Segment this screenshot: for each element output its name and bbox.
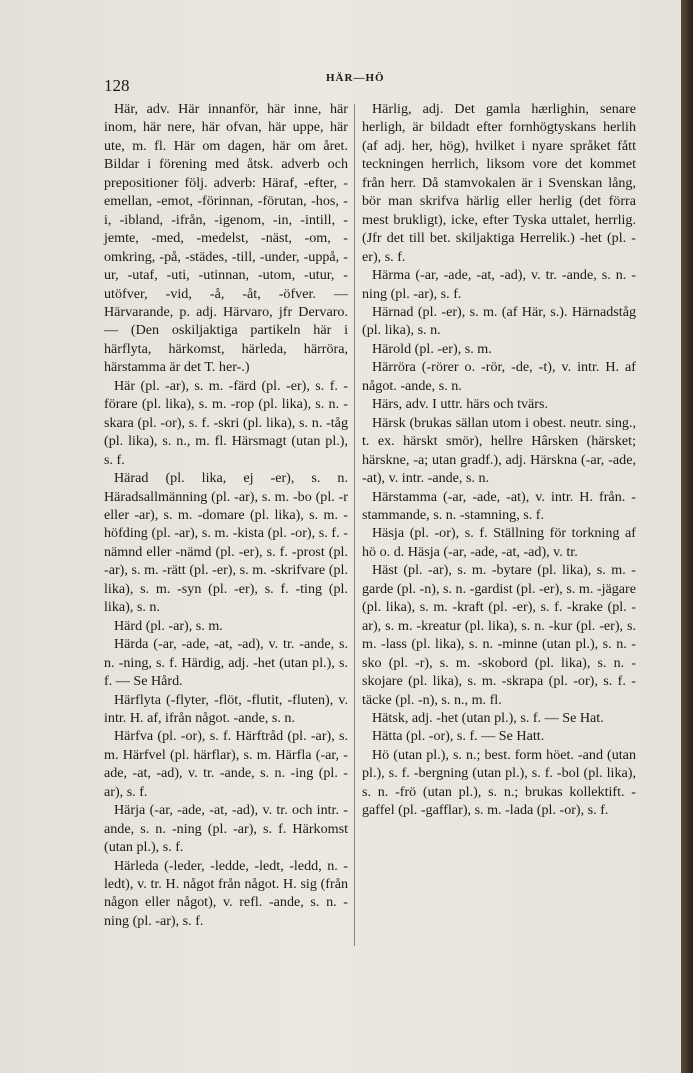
entry-har-adv: Här, adv. Här innanför, här inne, här inom, här nere, här ofvan, här uppe, här ute, m. fl. Här om dagen, här om året. Bildar i förening med åtsk. adverb och prepositioner följ. adverb: Häraf, -efter, -emellan, -emot, -förinnan, -förutan, -hos, -i, -ibland, -ifrån, -igenom, -in, -intill, -jemte, -med, -medelst, -näst, -om, -omkring, -på, -städes, -till, -under, -uppå, -ur, -utaf, -uti, -utinnan, -utom, -utur, -utöfver, -vid, -å, -åt, -öfver. — Härvarande, p. adj. Härvaro, jfr Dervaro. — (Den oskiljaktiga partikeln här i härflyta, härkomst, härleda, härröra, härstamma är det T. her-.) — [104, 101, 348, 376]
entry-hard: Härd (pl. -ar), s. m. — [114, 617, 223, 634]
entry-hars: Härs, adv. I uttr. härs och tvärs. — [372, 396, 548, 413]
left-column — [104, 100, 348, 930]
entry-hasja: Häsja (pl. -or), s. f. Ställning för torkning af hö o. d. Häsja (-ar, -ade, -at, -ad), v. tr. — [362, 525, 636, 560]
entry-harsk: Härsk (brukas sällan utom i obest. neutr. sing., t. ex. härskt smör), hellre Hârsken (härsket; härskne, -a; utan gradf.), adj. Härskna (-ar, -ade, -at), v. intr. -ande, s. n. — [362, 414, 636, 487]
entry-harma: Härma (-ar, -ade, -at, -ad), v. tr. -ande, s. n. -ning (pl. -ar), s. f. — [362, 267, 636, 302]
entry-hast: Häst (pl. -ar), s. m. -bytare (pl. lika), s. m. -garde (pl. -n), s. n. -gardist (pl. -er), s. m. -jägare (pl. lika), s. m. -kraft (pl. -er), s. f. -krake (pl. -ar), s. m. -kreatur (pl. lika), s. n. -kur (pl. -er), s. m. -lass (pl. lika), s. n. -minne (utan pl.), s. n. -sko (pl. -r), s. m. -skobord (pl. lika), s. n. -skojare (pl. lika), s. m. -skrapa (pl. -or), s. f. -täcke (pl. -n), s. n., m. fl. — [362, 562, 636, 708]
entry-harstamma: Härstamma (-ar, -ade, -at), v. intr. H. från. -stammande, s. n. -stamning, s. f. — [362, 488, 636, 523]
entry-har-noun: Här (pl. -ar), s. m. -färd (pl. -er), s. f. -förare (pl. lika), s. m. -rop (pl. lika), s. n. -skara (pl. -or), s. f. -skri (pl. lika), s. n. -tåg (pl. lika), s. n., m. fl. Härsmagt (utan pl.), s. f. — [104, 377, 348, 468]
entry-harja: Härja (-ar, -ade, -at, -ad), v. tr. och intr. -ande, s. n. -ning (pl. -ar), s. f. Härkomst (utan pl.), s. f. — [104, 802, 348, 856]
entry-hatta: Hätta (pl. -or), s. f. — Se Hatt. — [372, 728, 545, 745]
entry-harold: Härold (pl. -er), s. m. — [372, 340, 492, 357]
entry-ho: Hö (utan pl.), s. n.; best. form höet. -and (utan pl.), s. f. -bergning (utan pl.), s. f. -bol (pl. lika), s. n. -frö (utan pl.), s. n.; brukas kollektift. -gaffel (pl. -gafflar), s. m. -lada (pl. -or), s. f. — [362, 746, 636, 819]
page-number: 128 — [104, 76, 130, 95]
entry-harleda: Härleda (-leder, -ledde, -ledt, -ledd, n. -ledt), v. tr. H. något från något. H. sig (från någon eller något), v. refl. -ande, s. n. -ning (pl. -ar), s. f. — [104, 857, 348, 929]
entry-hatsk: Hätsk, adj. -het (utan pl.), s. f. — Se Hat. — [372, 709, 604, 726]
entry-harad: Härad (pl. lika, ej -er), s. n. Häradsallmänning (pl. -ar), s. m. -bo (pl. -r eller -ar), s. m. -domare (pl. lika), s. m. -höfding (pl. -ar), s. m. -kista (pl. -or), s. f. -nämnd eller -nämd (pl. -er), s. f. -prost (pl. -ar), s. m. -rätt (pl. -er), s. m. -skrifvare (pl. lika), s. m. -syn (pl. -er), s. f. -ting (pl. lika), s. n. — [104, 470, 348, 616]
entry-harflyta: Härflyta (-flyter, -flöt, -flutit, -fluten), v. intr. H. af, ifrån något. -ande, s. n. — [104, 691, 348, 726]
entry-harfva: Härfva (pl. -or), s. f. Härftråd (pl. -ar), s. m. Härfvel (pl. härflar), s. m. Härfla (-ar, -ade, -at, -ad), v. tr. -ande, s. n. -ing (pl. -ar), s. f. — [104, 728, 348, 800]
entry-harnad: Härnad (pl. -er), s. m. (af Här, s.). Härnadståg (pl. lika), s. n. — [362, 303, 636, 339]
entry-harrora: Härröra (-rörer o. -rör, -de, -t), v. intr. H. af något. -ande, s. n. — [362, 359, 636, 394]
entry-harlig: Härlig, adj. Det gamla hærlighin, senare herligh, är bildadt efter fornhögtyskans herlih (af adj. her, hög), hvilket i nyare språket fått teckningen herrlich, liksom vore det kommet från herr. Då stamvokalen är i Svenskan lång, bör man skrifva härlig eller herlig (det förra mest brukligt), icke, efter Tyska uttalet, herrlig. (Jfr det till bet. skiljaktiga Herrelik.) -het (pl. -er), s. f. — [362, 101, 636, 265]
entry-harda: Härda (-ar, -ade, -at, -ad), v. tr. -ande, s. n. -ning, s. f. Härdig, adj. -het (utan pl.), s. f. — Se Hård. — [104, 636, 348, 690]
book-binding-edge — [681, 0, 693, 1073]
running-head: HÄR—HÖ — [326, 72, 385, 84]
right-column — [362, 100, 636, 820]
column-divider — [354, 104, 355, 946]
